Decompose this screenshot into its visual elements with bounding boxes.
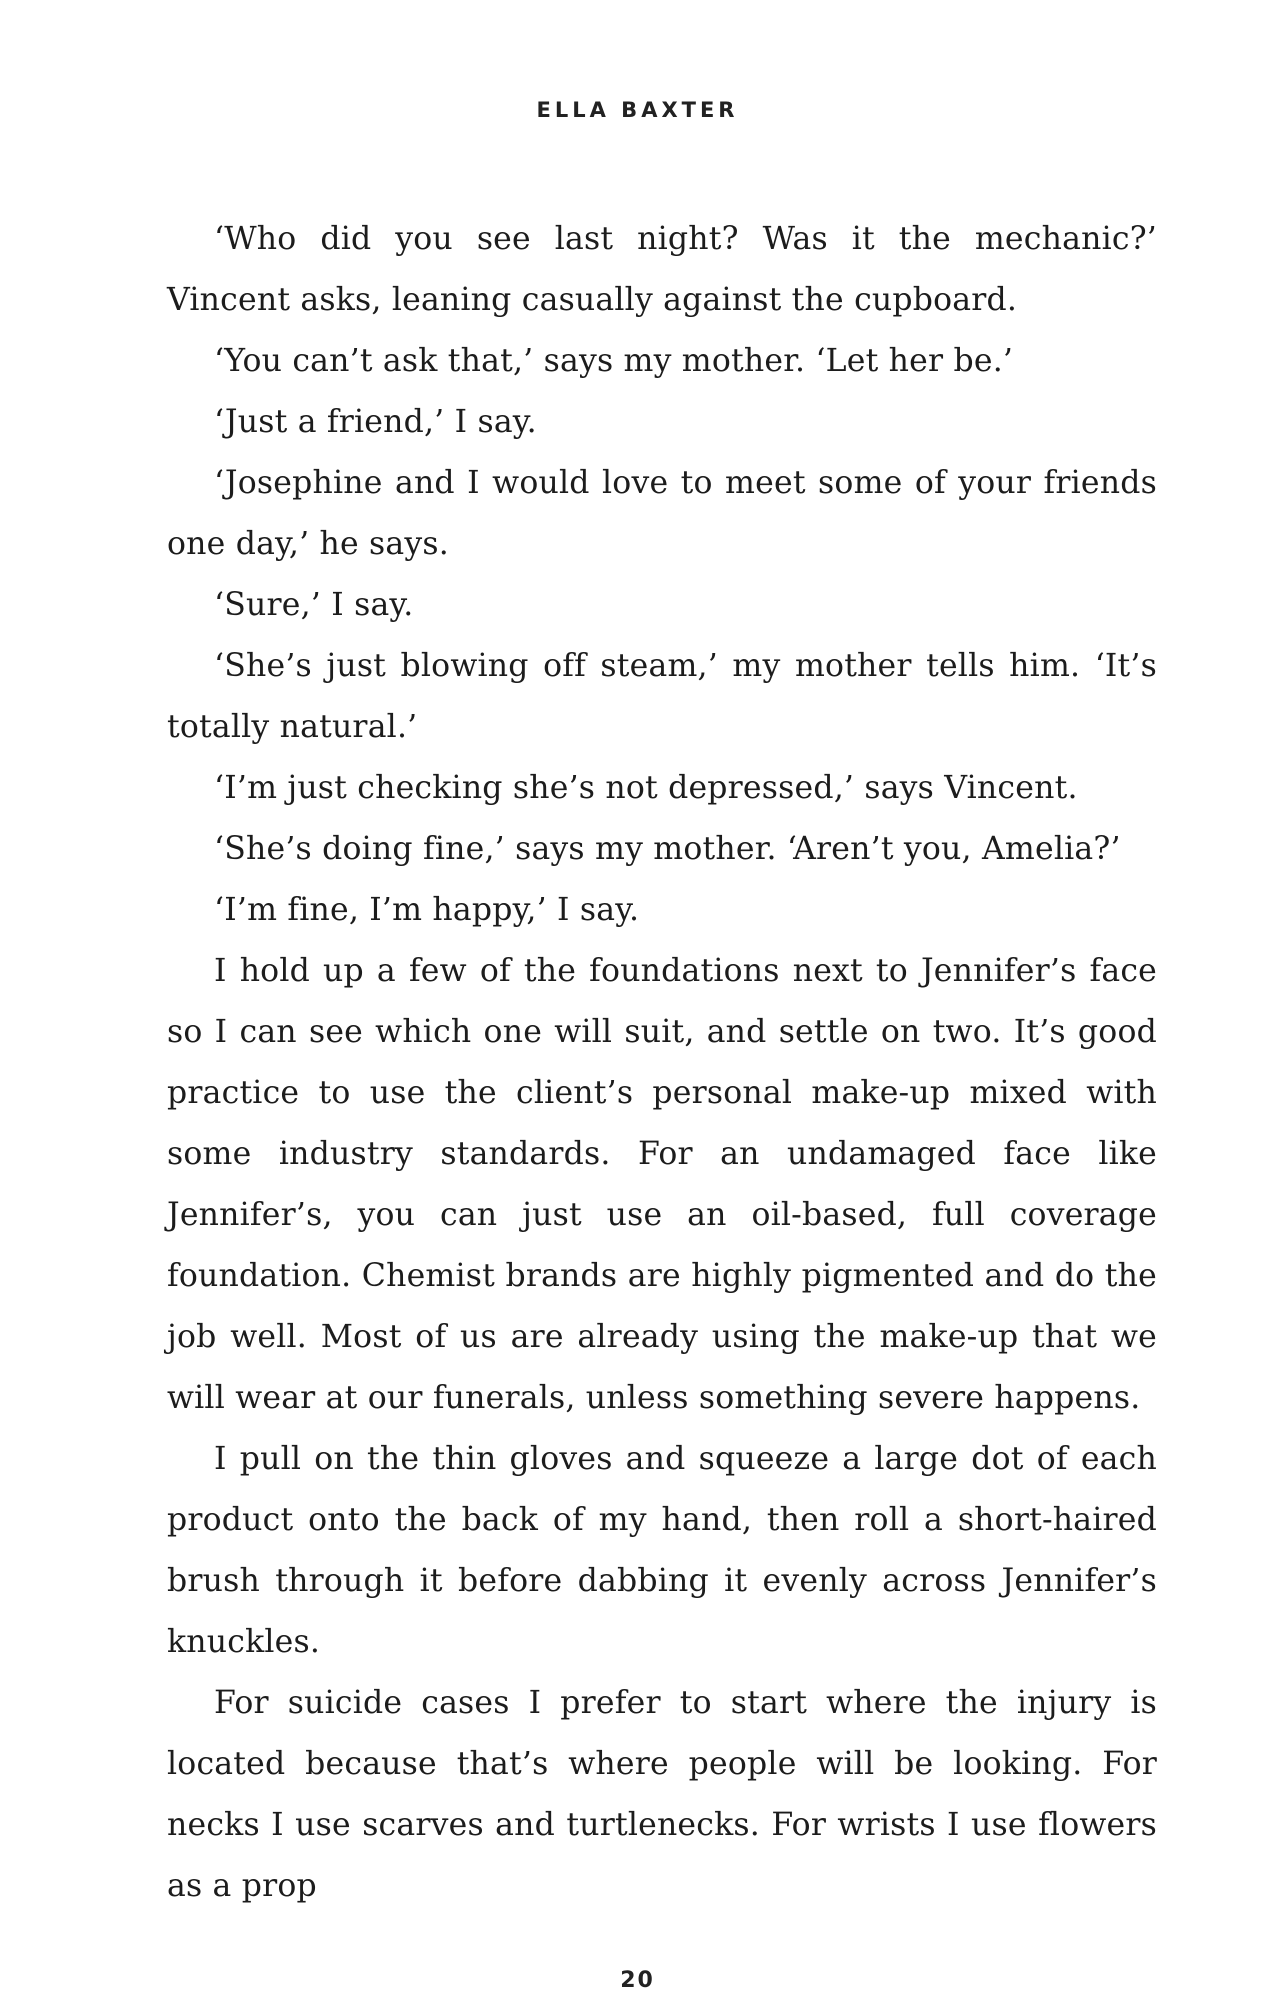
paragraph: ‘I’m just checking she’s not depressed,’ says Vincent. xyxy=(214,770,1078,806)
paragraph: ‘Josephine and I would love to meet some of your friends one day,’ he says. xyxy=(167,465,1157,562)
paragraph: ‘She’s just blowing off steam,’ my mother tells him. ‘It’s totally natural.’ xyxy=(167,648,1157,745)
running-head: ELLA BAXTER xyxy=(536,98,739,122)
paragraph: ‘Sure,’ I say. xyxy=(214,587,414,623)
paragraph: I hold up a few of the foundations next to Jennifer’s face so I can see which one will suit, and settle on two. It’s good practice to use the client’s personal make-up mixed with some industry standards. For an undamaged face like Jennifer’s, you can just use an oil-based, full coverage foundation. Chemist brands are highly pigmented and do the job well. Most of us are already using the make-up that we will wear at our funerals, unless something severe happens. xyxy=(167,953,1157,1416)
paragraph: ‘You can’t ask that,’ says my mother. ‘Let her be.’ xyxy=(214,343,1014,379)
page-number: 20 xyxy=(620,1968,655,1993)
paragraph: ‘Who did you see last night? Was it the mechanic?’ Vincent asks, leaning casually against the cupboard. xyxy=(167,221,1157,318)
paragraph: ‘She’s doing fine,’ says my mother. ‘Aren’t you, Amelia?’ xyxy=(214,831,1121,867)
paragraph: ‘Just a friend,’ I say. xyxy=(214,404,537,440)
body-text xyxy=(167,209,1157,1917)
paragraph: I pull on the thin gloves and squeeze a large dot of each product onto the back of my hand, then roll a short-haired brush through it before dabbing it evenly across Jennifer’s knuckles. xyxy=(167,1441,1157,1660)
paragraph: ‘I’m fine, I’m happy,’ I say. xyxy=(214,892,640,928)
paragraph: For suicide cases I prefer to start where the injury is located because that’s where people will be looking. For necks I use scarves and turtlenecks. For wrists I use flowers as a prop xyxy=(167,1685,1157,1904)
